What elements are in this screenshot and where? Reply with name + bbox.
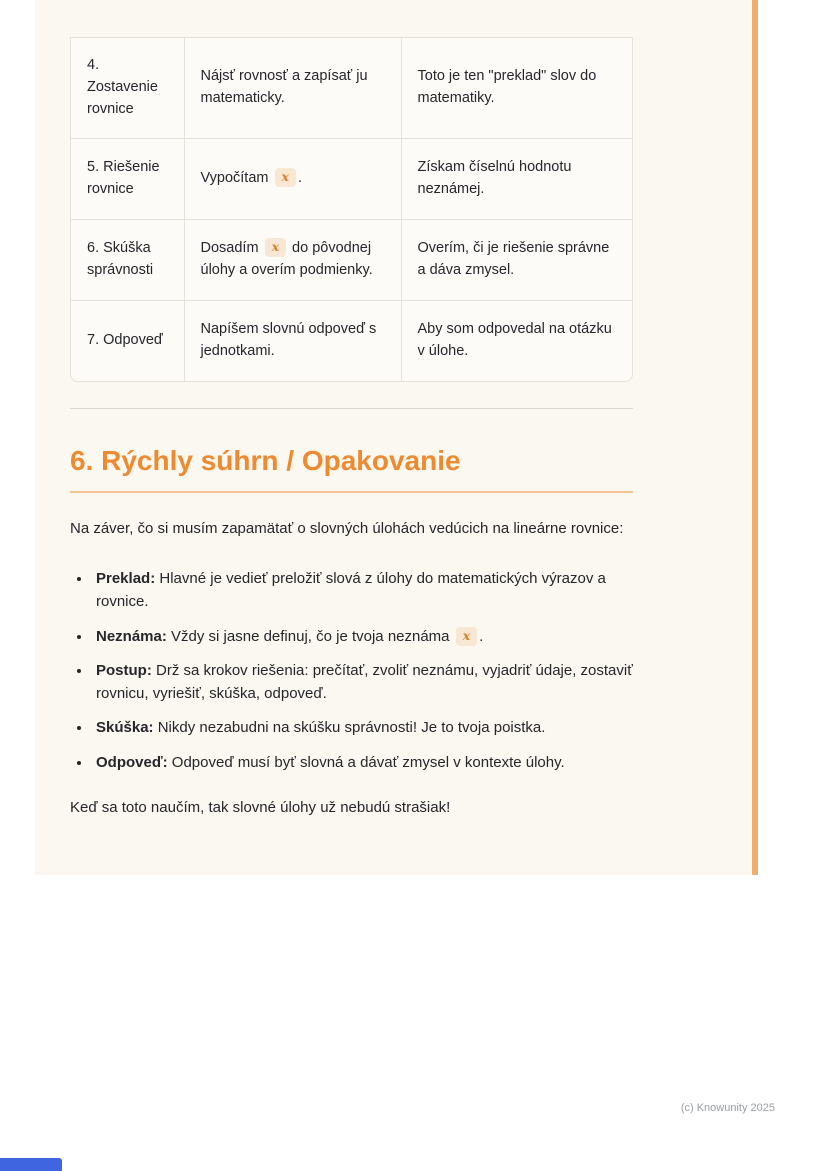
table-row [71,38,633,138]
step-label: 4. Zostavenie rovnice [87,57,158,117]
summary-list [70,567,633,774]
term-text: Drž sa krokov riešenia: prečítať, zvoliť neznámu, vyjadriť údaje, zostaviť rovnicu, vyriešiť, skúška, odpoveď. [96,661,633,702]
list-item [92,625,633,648]
math-x-chip: x [265,238,286,257]
term-label: Odpoveď: [96,753,168,771]
term-label: Postup: [96,661,152,679]
cell-step [71,300,184,381]
term-text: Nikdy nezabudni na skúšku správnosti! Je to tvoja poistka. [157,719,546,737]
cell-action [184,219,401,300]
action-text: Dosadím [200,239,259,256]
cell-action [184,138,401,219]
cell-meaning [401,300,633,381]
cell-action [184,300,401,381]
meaning-text: Toto je ten "preklad" slov do matematiky. [417,68,597,106]
steps-table [70,37,633,382]
cell-meaning [401,38,633,138]
term-label: Skúška: [96,719,154,737]
section-heading: 6. Rýchly súhrn / Opakovanie [70,445,633,493]
meaning-text: Overím, či je riešenie správne a dáva zmysel. [417,239,610,278]
table-row [71,219,633,300]
cell-step [71,219,184,300]
step-label: 7. Odpoveď [87,331,163,348]
next-page-corner [0,1158,62,1171]
math-x-chip: x [275,168,296,187]
cell-meaning [401,138,633,219]
section-divider [70,408,633,409]
summary-intro: Na záver, čo si musím zapamätať o slovných úlohách vedúcich na lineárne rovnice: [70,520,624,537]
cell-step [71,138,184,219]
term-text: Vždy si jasne definuj, čo je tvoja neznáma [171,627,450,645]
action-text: Vypočítam [200,169,269,186]
table-row [71,300,633,381]
right-accent-strip [752,0,758,875]
term-label: Neznáma: [96,627,167,645]
meaning-text: Aby som odpovedal na otázku v úlohe. [417,321,612,359]
cell-action [184,38,401,138]
page-content [35,0,752,820]
cell-meaning [401,219,633,300]
list-item [92,659,633,706]
step-label: 6. Skúška správnosti [87,239,154,278]
closing-note: Keď sa toto naučím, tak slovné úlohy už nebudú strašiak! [70,798,451,816]
action-text: Napíšem slovnú odpoveď s jednotkami. [200,321,377,359]
list-item [92,567,633,614]
list-item [92,716,633,739]
table-row [71,138,633,219]
document-page [35,0,752,875]
term-label: Preklad: [96,570,156,587]
action-text-tail: do pôvodnej úlohy a overím podmienky. [200,239,373,278]
meaning-text: Získam číselnú hodnotu neznámej. [417,158,572,197]
term-text: Odpoveď musí byť slovná a dávať zmysel v kontexte úlohy. [171,753,565,771]
term-tail: . [479,627,484,645]
list-item [92,751,633,774]
step-label: 5. Riešenie rovnice [87,158,160,197]
action-text: Nájsť rovnosť a zapísať ju matematicky. [200,68,368,106]
term-text: Hlavné je vedieť preložiť slová z úlohy do matematických výrazov a rovnice. [96,570,606,611]
action-text-tail: . [297,169,302,186]
cell-step [71,38,184,138]
math-x-chip: x [456,627,477,646]
copyright-footer: (c) Knowunity 2025 [680,1102,775,1114]
